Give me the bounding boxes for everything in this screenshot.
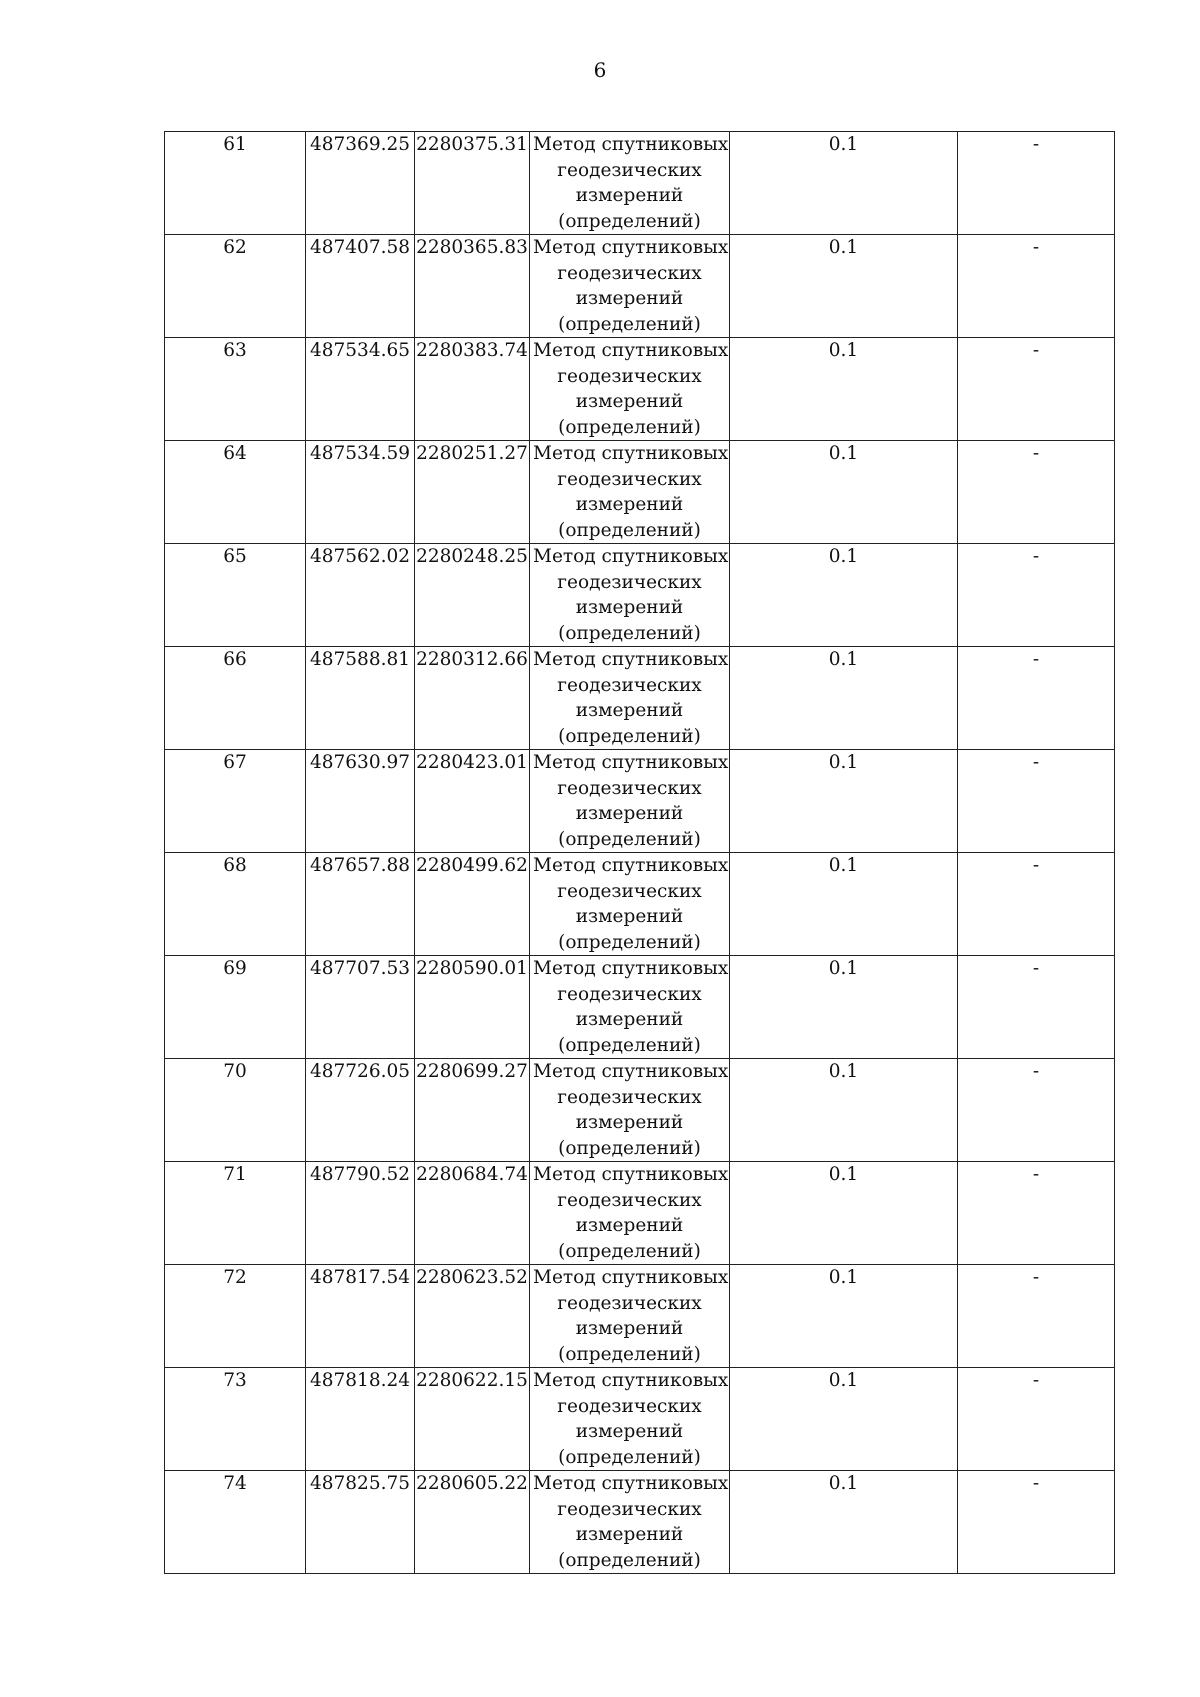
method-text-line: геодезических: [557, 1395, 702, 1417]
point-number-cell: 73: [165, 1368, 306, 1471]
note-cell: -: [958, 235, 1115, 338]
point-number-cell: 67: [165, 750, 306, 853]
y-coordinate-cell: 2280312.66: [415, 647, 530, 750]
method-text-line: Метод спутниковых: [533, 958, 729, 979]
accuracy-cell: 0.1: [730, 853, 958, 956]
point-number-cell: 64: [165, 441, 306, 544]
method-cell: [530, 132, 730, 235]
method-text-line: (определений): [558, 828, 701, 850]
point-number-cell: 70: [165, 1059, 306, 1162]
method-text-line: Метод спутниковых: [533, 1370, 729, 1391]
method-cell: [530, 853, 730, 956]
method-text-line: измерений: [575, 494, 684, 515]
accuracy-cell: 0.1: [730, 1059, 958, 1162]
y-coordinate-cell: 2280623.52: [415, 1265, 530, 1368]
point-number-cell: 66: [165, 647, 306, 750]
table-row: [165, 750, 1115, 853]
method-text-line: (определений): [558, 210, 701, 232]
method-text-line: Метод спутниковых: [533, 855, 729, 876]
method-text-line: геодезических: [557, 674, 702, 696]
method-cell: [530, 956, 730, 1059]
method-text-line: Метод спутниковых: [533, 1164, 729, 1185]
note-cell: -: [958, 1162, 1115, 1265]
x-coordinate-cell: 487817.54: [306, 1265, 415, 1368]
method-text-line: измерений: [575, 1112, 684, 1133]
x-coordinate-cell: 487707.53: [306, 956, 415, 1059]
y-coordinate-cell: 2280622.15: [415, 1368, 530, 1471]
method-text-line: геодезических: [557, 983, 702, 1005]
method-text-line: геодезических: [557, 159, 702, 181]
page-number: 6: [593, 58, 607, 82]
method-cell: [530, 1471, 730, 1574]
accuracy-cell: 0.1: [730, 441, 958, 544]
method-text-line: Метод спутниковых: [533, 340, 729, 361]
method-text-line: (определений): [558, 519, 701, 541]
accuracy-cell: 0.1: [730, 1471, 958, 1574]
y-coordinate-cell: 2280605.22: [415, 1471, 530, 1574]
table-row: [165, 1059, 1115, 1162]
method-text-line: (определений): [558, 931, 701, 953]
method-cell: [530, 750, 730, 853]
method-text-line: Метод спутниковых: [533, 134, 729, 155]
method-text-line: измерений: [575, 1215, 684, 1236]
method-cell: [530, 235, 730, 338]
accuracy-cell: 0.1: [730, 956, 958, 1059]
table-row: [165, 1162, 1115, 1265]
y-coordinate-cell: 2280590.01: [415, 956, 530, 1059]
note-cell: -: [958, 1059, 1115, 1162]
method-text-line: (определений): [558, 725, 701, 747]
accuracy-cell: 0.1: [730, 235, 958, 338]
x-coordinate-cell: 487534.65: [306, 338, 415, 441]
method-text-line: (определений): [558, 1034, 701, 1056]
coordinates-table-body: [165, 132, 1115, 1574]
method-cell: [530, 647, 730, 750]
method-text-line: геодезических: [557, 1086, 702, 1108]
method-text-line: измерений: [575, 1009, 684, 1030]
method-text-line: (определений): [558, 1446, 701, 1468]
method-cell: [530, 338, 730, 441]
accuracy-cell: 0.1: [730, 1368, 958, 1471]
method-text-line: геодезических: [557, 1498, 702, 1520]
point-number-cell: 61: [165, 132, 306, 235]
method-text-line: Метод спутниковых: [533, 546, 729, 567]
method-cell: [530, 441, 730, 544]
accuracy-cell: 0.1: [730, 1162, 958, 1265]
accuracy-cell: 0.1: [730, 338, 958, 441]
note-cell: -: [958, 956, 1115, 1059]
point-number-cell: 74: [165, 1471, 306, 1574]
method-text-line: Метод спутниковых: [533, 1267, 729, 1288]
method-text-line: геодезических: [557, 777, 702, 799]
table-row: [165, 1265, 1115, 1368]
y-coordinate-cell: 2280248.25: [415, 544, 530, 647]
coordinates-table: [164, 131, 1115, 1574]
method-text-line: измерений: [575, 597, 684, 618]
x-coordinate-cell: 487726.05: [306, 1059, 415, 1162]
method-text-line: геодезических: [557, 880, 702, 902]
table-row: [165, 338, 1115, 441]
method-text-line: геодезических: [557, 1292, 702, 1314]
method-text-line: Метод спутниковых: [533, 1061, 729, 1082]
note-cell: -: [958, 132, 1115, 235]
method-text-line: (определений): [558, 1240, 701, 1262]
method-cell: [530, 1265, 730, 1368]
method-text-line: измерений: [575, 1421, 684, 1442]
y-coordinate-cell: 2280383.74: [415, 338, 530, 441]
y-coordinate-cell: 2280684.74: [415, 1162, 530, 1265]
method-text-line: (определений): [558, 1137, 701, 1159]
note-cell: -: [958, 338, 1115, 441]
method-text-line: геодезических: [557, 468, 702, 490]
table-row: [165, 1368, 1115, 1471]
method-text-line: измерений: [575, 185, 684, 206]
table-row: [165, 853, 1115, 956]
point-number-cell: 72: [165, 1265, 306, 1368]
table-row: [165, 235, 1115, 338]
x-coordinate-cell: 487407.58: [306, 235, 415, 338]
method-text-line: (определений): [558, 1549, 701, 1571]
table-row: [165, 956, 1115, 1059]
method-text-line: геодезических: [557, 1189, 702, 1211]
x-coordinate-cell: 487562.02: [306, 544, 415, 647]
table-row: [165, 441, 1115, 544]
method-text-line: (определений): [558, 622, 701, 644]
point-number-cell: 69: [165, 956, 306, 1059]
note-cell: -: [958, 647, 1115, 750]
method-cell: [530, 1059, 730, 1162]
method-text-line: геодезических: [557, 262, 702, 284]
method-text-line: измерений: [575, 700, 684, 721]
x-coordinate-cell: 487818.24: [306, 1368, 415, 1471]
method-cell: [530, 1162, 730, 1265]
method-cell: [530, 1368, 730, 1471]
accuracy-cell: 0.1: [730, 647, 958, 750]
method-text-line: Метод спутниковых: [533, 237, 729, 258]
method-text-line: измерений: [575, 288, 684, 309]
y-coordinate-cell: 2280499.62: [415, 853, 530, 956]
note-cell: -: [958, 750, 1115, 853]
method-cell: [530, 544, 730, 647]
note-cell: -: [958, 1265, 1115, 1368]
note-cell: -: [958, 853, 1115, 956]
x-coordinate-cell: 487630.97: [306, 750, 415, 853]
method-text-line: (определений): [558, 313, 701, 335]
y-coordinate-cell: 2280699.27: [415, 1059, 530, 1162]
y-coordinate-cell: 2280423.01: [415, 750, 530, 853]
point-number-cell: 63: [165, 338, 306, 441]
method-text-line: Метод спутниковых: [533, 443, 729, 464]
table-row: [165, 647, 1115, 750]
x-coordinate-cell: 487534.59: [306, 441, 415, 544]
method-text-line: измерений: [575, 1524, 684, 1545]
method-text-line: Метод спутниковых: [533, 1473, 729, 1494]
method-text-line: (определений): [558, 416, 701, 438]
point-number-cell: 62: [165, 235, 306, 338]
y-coordinate-cell: 2280365.83: [415, 235, 530, 338]
x-coordinate-cell: 487657.88: [306, 853, 415, 956]
accuracy-cell: 0.1: [730, 1265, 958, 1368]
accuracy-cell: 0.1: [730, 132, 958, 235]
y-coordinate-cell: 2280375.31: [415, 132, 530, 235]
note-cell: -: [958, 1368, 1115, 1471]
table-row: [165, 1471, 1115, 1574]
method-text-line: геодезических: [557, 571, 702, 593]
method-text-line: Метод спутниковых: [533, 752, 729, 773]
accuracy-cell: 0.1: [730, 544, 958, 647]
note-cell: -: [958, 1471, 1115, 1574]
method-text-line: (определений): [558, 1343, 701, 1365]
note-cell: -: [958, 544, 1115, 647]
method-text-line: измерений: [575, 906, 684, 927]
table-row: [165, 132, 1115, 235]
x-coordinate-cell: 487369.25: [306, 132, 415, 235]
note-cell: -: [958, 441, 1115, 544]
accuracy-cell: 0.1: [730, 750, 958, 853]
method-text-line: измерений: [575, 1318, 684, 1339]
table-row: [165, 544, 1115, 647]
method-text-line: Метод спутниковых: [533, 649, 729, 670]
y-coordinate-cell: 2280251.27: [415, 441, 530, 544]
point-number-cell: 68: [165, 853, 306, 956]
point-number-cell: 71: [165, 1162, 306, 1265]
x-coordinate-cell: 487825.75: [306, 1471, 415, 1574]
method-text-line: геодезических: [557, 365, 702, 387]
point-number-cell: 65: [165, 544, 306, 647]
x-coordinate-cell: 487790.52: [306, 1162, 415, 1265]
method-text-line: измерений: [575, 391, 684, 412]
x-coordinate-cell: 487588.81: [306, 647, 415, 750]
method-text-line: измерений: [575, 803, 684, 824]
